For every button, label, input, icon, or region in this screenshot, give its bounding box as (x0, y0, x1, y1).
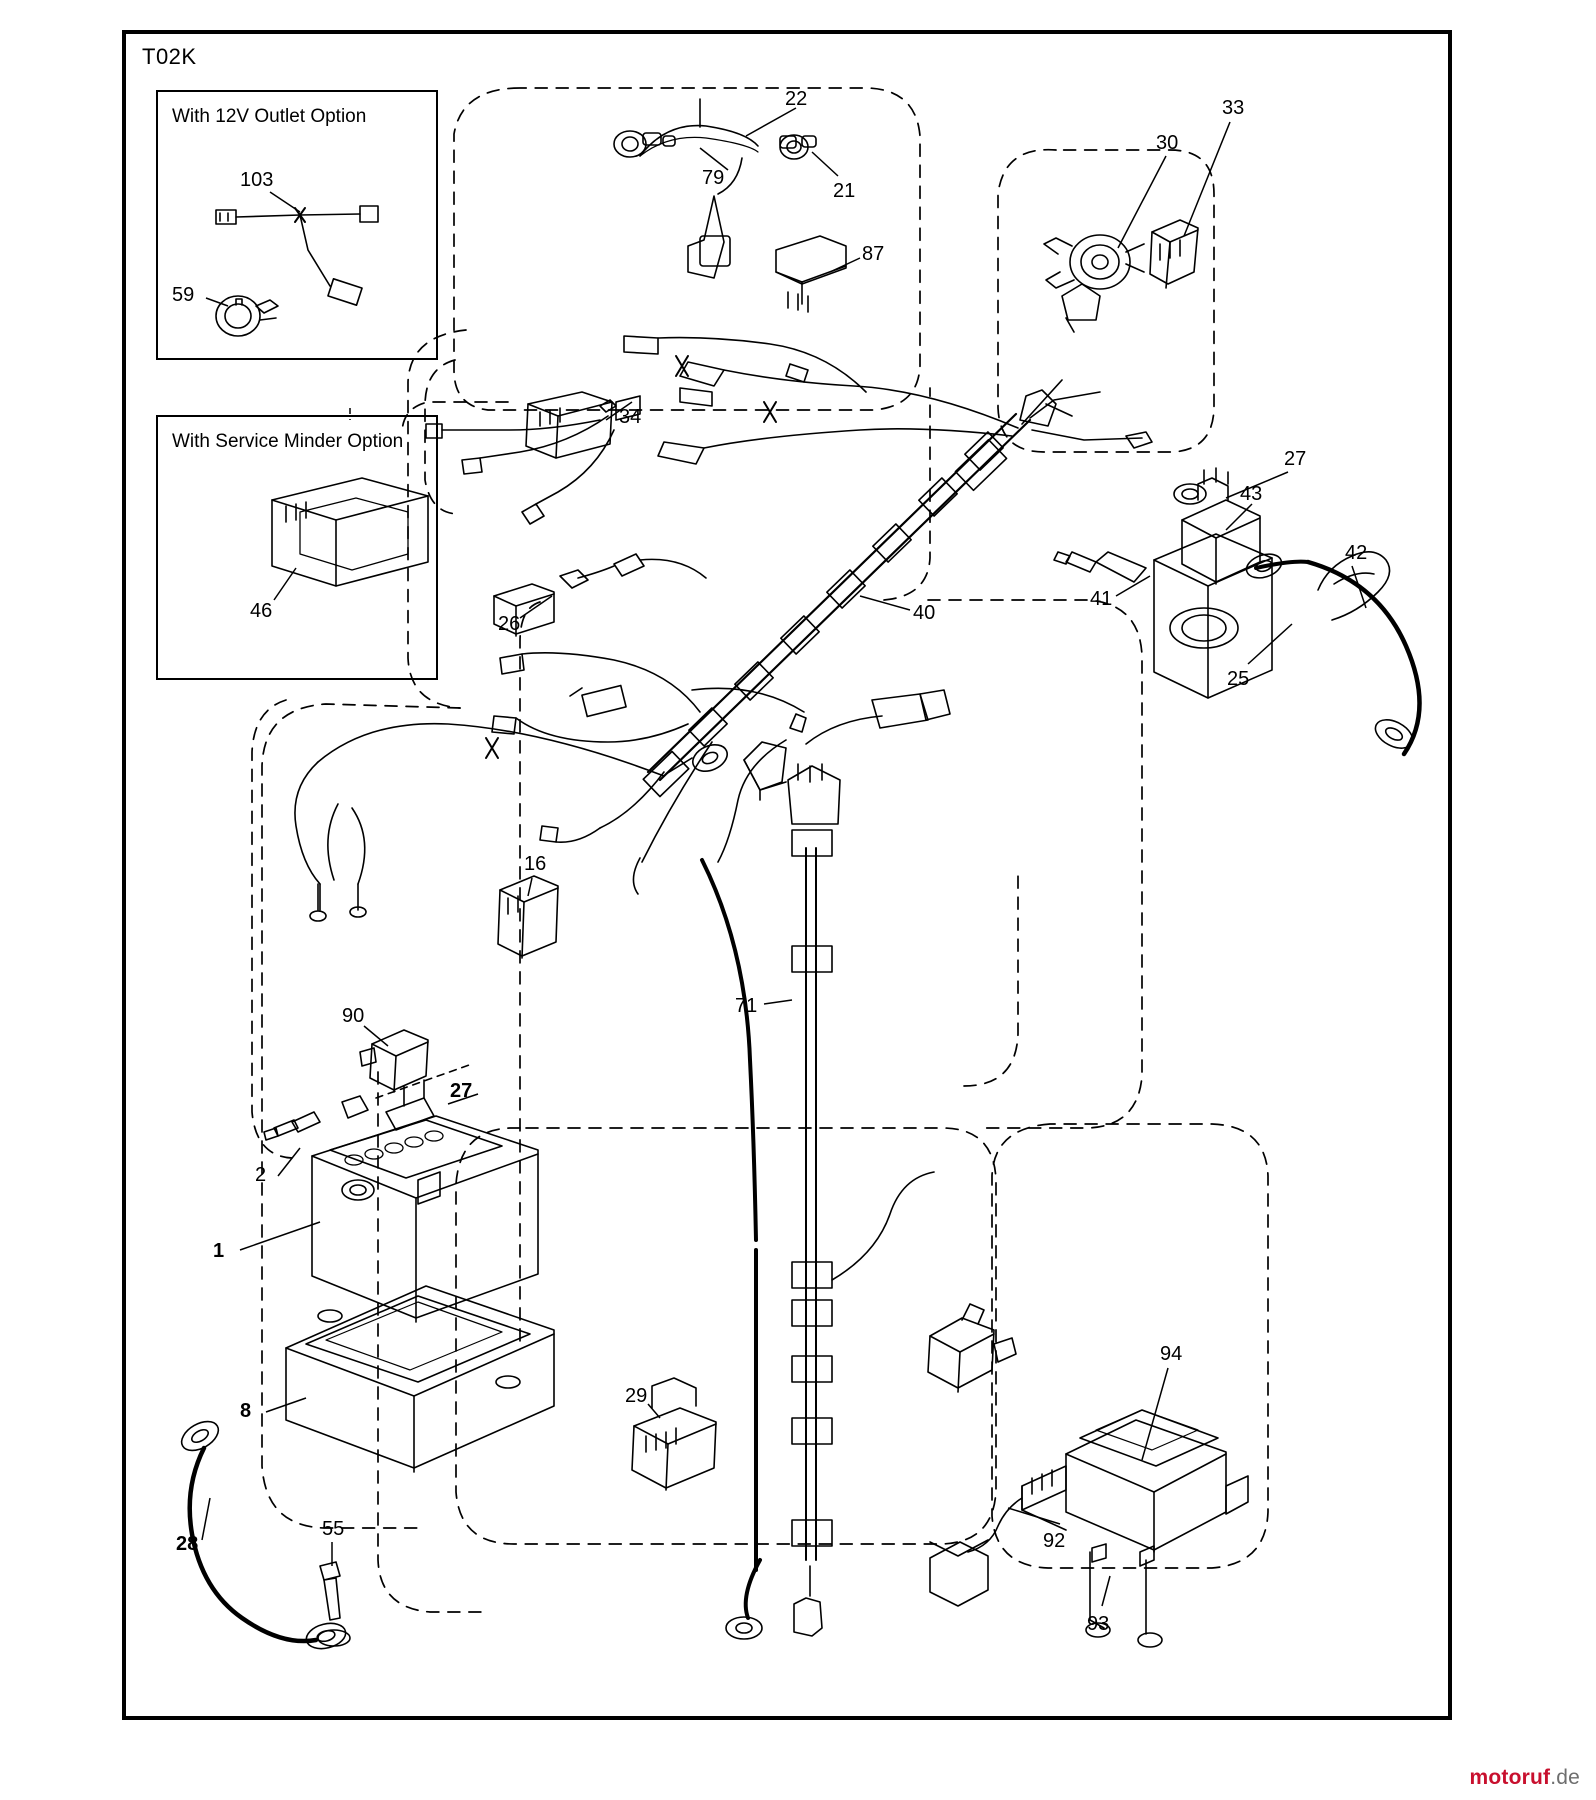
callout-41: 41 (1090, 588, 1113, 610)
callout-25: 25 (1227, 668, 1250, 690)
callout-94: 94 (1160, 1343, 1183, 1365)
callout-59: 59 (172, 284, 195, 306)
callout-26: 26 (498, 613, 521, 635)
callout-43: 43 (1240, 483, 1263, 505)
callout-2: 2 (255, 1164, 267, 1186)
callout-33: 33 (1222, 97, 1245, 119)
option-box-12v-outlet (156, 90, 438, 360)
callout-8: 8 (240, 1400, 252, 1422)
callout-27-top: 27 (1284, 448, 1307, 470)
callout-46: 46 (250, 600, 273, 622)
callout-55: 55 (322, 1518, 345, 1540)
callout-1: 1 (213, 1240, 225, 1262)
callout-93: 93 (1087, 1613, 1110, 1635)
callout-28: 28 (176, 1533, 199, 1555)
callout-27-battery: 27 (450, 1080, 473, 1102)
option-box-service-minder (156, 415, 438, 680)
callout-34: 34 (619, 406, 642, 428)
option-box-service-minder-caption: With Service Minder Option (172, 431, 404, 452)
callout-92: 92 (1043, 1530, 1066, 1552)
watermark-name: motoruf (1469, 1766, 1551, 1789)
callout-90: 90 (342, 1005, 365, 1027)
callout-42: 42 (1345, 542, 1368, 564)
watermark-tld: .de (1550, 1766, 1580, 1789)
callout-30: 30 (1156, 132, 1179, 154)
callout-79: 79 (702, 167, 725, 189)
callout-71: 71 (735, 995, 758, 1017)
callout-21: 21 (833, 180, 856, 202)
watermark (1469, 1766, 1580, 1790)
callout-16: 16 (524, 853, 547, 875)
callout-103: 103 (240, 169, 274, 191)
option-box-12v-outlet-caption: With 12V Outlet Option (172, 106, 367, 127)
callout-29: 29 (625, 1385, 648, 1407)
callout-40: 40 (913, 602, 936, 624)
callout-22: 22 (785, 88, 808, 110)
callout-87: 87 (862, 243, 885, 265)
diagram-code-label: T02K (142, 44, 197, 69)
